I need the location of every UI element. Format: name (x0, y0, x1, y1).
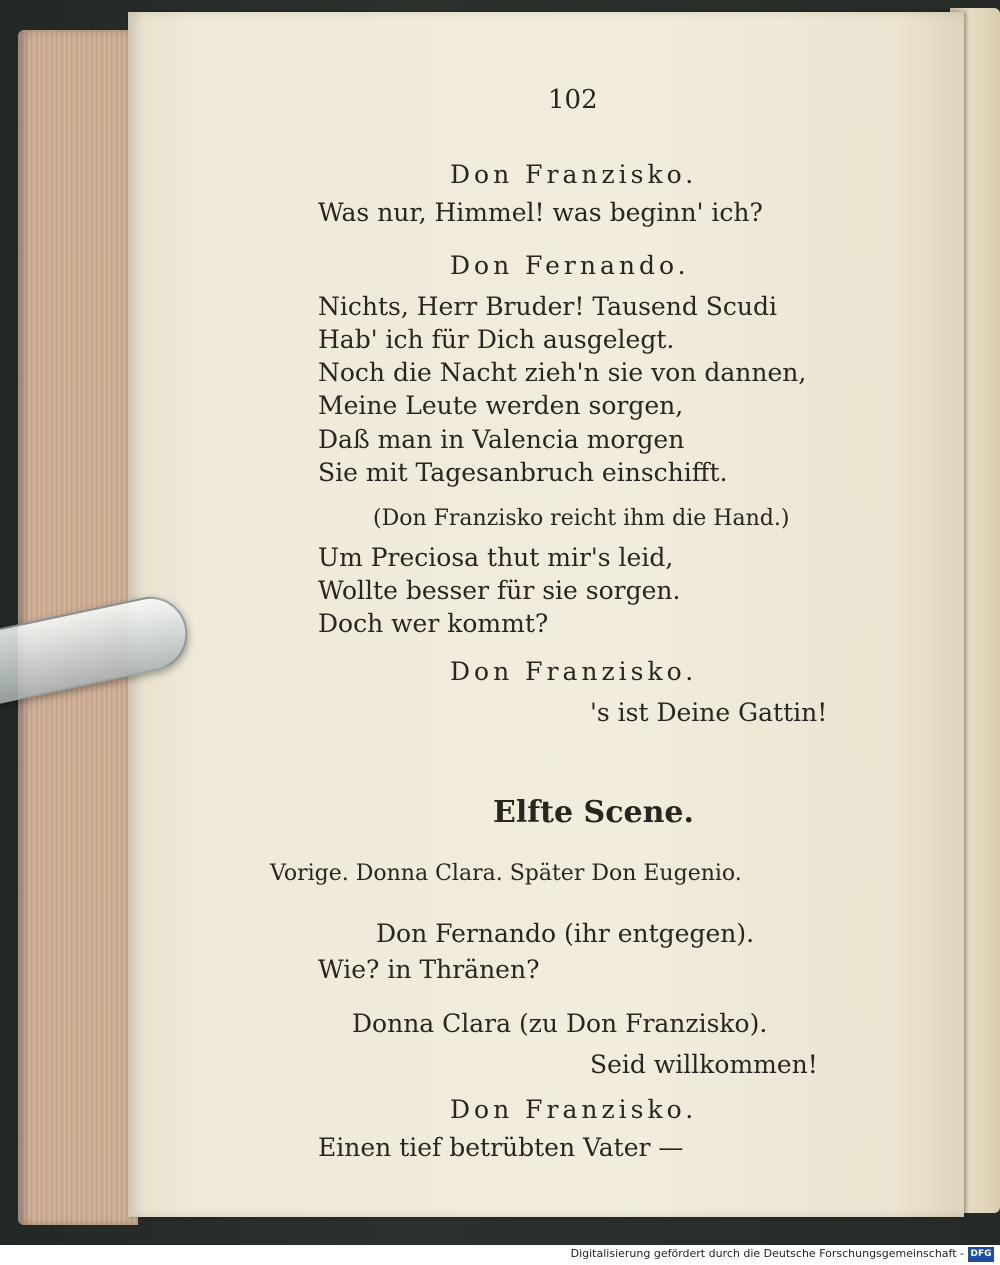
verse-line: Wie? in Thränen? (318, 955, 540, 984)
speaker-label: Don Fernando. (450, 251, 690, 280)
footer-bar (0, 1245, 1000, 1265)
verse-line: Nichts, Herr Bruder! Tausend Scudi (318, 292, 777, 321)
verse-line: Seid willkommen! (590, 1050, 818, 1079)
verse-line: Wollte besser für sie sorgen. (318, 576, 681, 605)
cast-list: Vorige. Donna Clara. Später Don Eugenio. (270, 861, 742, 886)
speaker-label: Don Franzisko. (450, 657, 698, 686)
verse-line: Doch wer kommt? (318, 609, 549, 638)
footer-credit: Digitalisierung gefördert durch die Deutsche Forschungsgemeinschaft - (570, 1247, 964, 1260)
speaker-label: Don Franzisko. (450, 1095, 698, 1124)
book-page (128, 12, 964, 1217)
verse-line: 's ist Deine Gattin! (590, 698, 828, 727)
verse-line: Sie mit Tagesanbruch einschifft. (318, 458, 728, 487)
verse-line: Um Preciosa thut mir's leid, (318, 543, 674, 572)
verse-line: Meine Leute werden sorgen, (318, 391, 684, 420)
speaker-label: Don Franzisko. (450, 160, 698, 189)
speaker-label: Donna Clara (zu Don Franzisko). (352, 1009, 768, 1038)
verse-line: Noch die Nacht zieh'n sie von dannen, (318, 358, 807, 387)
verse-line: Daß man in Valencia morgen (318, 425, 685, 454)
stage-direction: (Don Franzisko reicht ihm die Hand.) (373, 506, 790, 531)
dfg-logo-icon: DFG (968, 1247, 994, 1262)
speaker-label: Don Fernando (ihr entgegen). (376, 919, 755, 948)
verse-line: Einen tief betrübten Vater — (318, 1133, 684, 1162)
page-number: 102 (548, 85, 598, 115)
scene-heading: Elfte Scene. (493, 795, 694, 830)
verse-line: Hab' ich für Dich ausgelegt. (318, 325, 675, 354)
verse-line: Was nur, Himmel! was beginn' ich? (318, 198, 763, 227)
